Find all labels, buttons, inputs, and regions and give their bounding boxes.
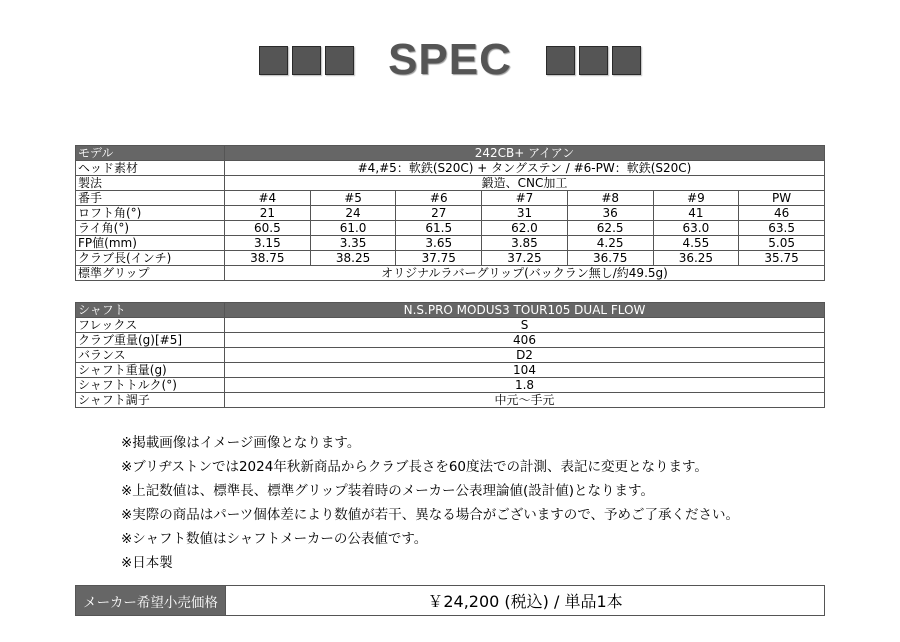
table-row <box>76 393 825 408</box>
square-icon <box>546 46 575 75</box>
table-cell: 24 <box>310 206 396 221</box>
row-label: シャフト調子 <box>76 393 225 408</box>
table-row <box>76 318 825 333</box>
page-title: SPEC <box>388 35 512 84</box>
decorative-squares-left <box>259 46 354 75</box>
table-cell: S <box>225 318 825 333</box>
row-label: バランス <box>76 348 225 363</box>
note-item: ※シャフト数値はシャフトメーカーの公表値です。 <box>121 531 428 547</box>
note-item: ※日本製 <box>121 555 173 571</box>
head-material-value: #4,#5：軟鉄(S20C) + タングステン / #6-PW：軟鉄(S20C) <box>225 161 825 176</box>
table-cell: 31 <box>482 206 568 221</box>
price-box <box>75 585 825 616</box>
model-row <box>76 146 825 161</box>
table-cell: 21 <box>225 206 311 221</box>
table-cell: 36.25 <box>653 251 739 266</box>
lie-row <box>76 221 825 236</box>
square-icon <box>325 46 354 75</box>
table-cell: 1.8 <box>225 378 825 393</box>
manufacturing-value: 鍛造、CNC加工 <box>225 176 825 191</box>
row-label: ロフト角(°) <box>76 206 225 221</box>
column-header: PW <box>739 191 825 206</box>
note-item: ※実際の商品はパーツ個体差により数値が若干、異なる場合がございますので、予めご了承ください。 <box>121 507 740 523</box>
table-cell: 35.75 <box>739 251 825 266</box>
club-number-row <box>76 191 825 206</box>
square-icon <box>612 46 641 75</box>
row-label: シャフトトルク(°) <box>76 378 225 393</box>
table-cell: 27 <box>396 206 482 221</box>
table-cell: 5.05 <box>739 236 825 251</box>
table-cell: 4.55 <box>653 236 739 251</box>
table-row <box>76 363 825 378</box>
row-label: FP値(mm) <box>76 236 225 251</box>
table-cell: 37.25 <box>482 251 568 266</box>
table-cell: 63.0 <box>653 221 739 236</box>
head-material-row <box>76 161 825 176</box>
table-cell: 38.25 <box>310 251 396 266</box>
table-row <box>76 348 825 363</box>
table-cell: 36.75 <box>567 251 653 266</box>
manufacturing-label: 製法 <box>76 176 225 191</box>
column-header: #9 <box>653 191 739 206</box>
note-item: ※上記数値は、標準長、標準グリップ装着時のメーカー公表理論値(設計値)となります。 <box>121 483 654 499</box>
table-cell: 36 <box>567 206 653 221</box>
square-icon <box>259 46 288 75</box>
shaft-value: N.S.PRO MODUS3 TOUR105 DUAL FLOW <box>225 303 825 318</box>
table-cell: 61.0 <box>310 221 396 236</box>
table-cell: 406 <box>225 333 825 348</box>
table-cell: D2 <box>225 348 825 363</box>
column-header: #6 <box>396 191 482 206</box>
head-material-label: ヘッド素材 <box>76 161 225 176</box>
model-label: モデル <box>76 146 225 161</box>
fp-row <box>76 236 825 251</box>
note-item: ※ブリヂストンでは2024年秋新商品からクラブ長さを60度法での計測、表記に変更となります。 <box>121 459 708 475</box>
club-length-row <box>76 251 825 266</box>
model-value: 242CB+ アイアン <box>225 146 825 161</box>
manufacturing-row <box>76 176 825 191</box>
table-cell: 63.5 <box>739 221 825 236</box>
column-header: #7 <box>482 191 568 206</box>
table-cell: 46 <box>739 206 825 221</box>
shaft-table <box>75 302 825 408</box>
column-header: #4 <box>225 191 311 206</box>
square-icon <box>292 46 321 75</box>
shaft-row <box>76 303 825 318</box>
price-value: ￥24,200 (税込) / 単品1本 <box>427 592 623 611</box>
note-item: ※掲載画像はイメージ画像となります。 <box>121 435 361 451</box>
table-cell: 3.65 <box>396 236 482 251</box>
row-label: クラブ重量(g)[#5] <box>76 333 225 348</box>
shaft-label: シャフト <box>76 303 225 318</box>
decorative-squares-right <box>546 46 641 75</box>
table-cell: 41 <box>653 206 739 221</box>
club-number-label: 番手 <box>76 191 225 206</box>
table-cell: 62.5 <box>567 221 653 236</box>
table-row <box>76 333 825 348</box>
table-cell: 37.75 <box>396 251 482 266</box>
grip-value: オリジナルラバーグリップ(バックラン無し/約49.5g) <box>225 266 825 281</box>
table-cell: 3.15 <box>225 236 311 251</box>
table-cell: 104 <box>225 363 825 378</box>
table-cell: 3.85 <box>482 236 568 251</box>
row-label: クラブ長(インチ) <box>76 251 225 266</box>
table-row <box>76 378 825 393</box>
row-label: シャフト重量(g) <box>76 363 225 378</box>
spec-table <box>75 145 825 281</box>
square-icon <box>579 46 608 75</box>
table-cell: 62.0 <box>482 221 568 236</box>
loft-row <box>76 206 825 221</box>
column-header: #5 <box>310 191 396 206</box>
table-cell: 61.5 <box>396 221 482 236</box>
notes-list <box>121 431 739 575</box>
price-label: メーカー希望小売価格 <box>76 586 226 615</box>
table-cell: 4.25 <box>567 236 653 251</box>
table-cell: 3.35 <box>310 236 396 251</box>
row-label: ライ角(°) <box>76 221 225 236</box>
grip-label: 標準グリップ <box>76 266 225 281</box>
column-header: #8 <box>567 191 653 206</box>
title-banner <box>0 36 900 84</box>
table-cell: 中元〜手元 <box>225 393 825 408</box>
table-cell: 38.75 <box>225 251 311 266</box>
table-cell: 60.5 <box>225 221 311 236</box>
row-label: フレックス <box>76 318 225 333</box>
grip-row <box>76 266 825 281</box>
